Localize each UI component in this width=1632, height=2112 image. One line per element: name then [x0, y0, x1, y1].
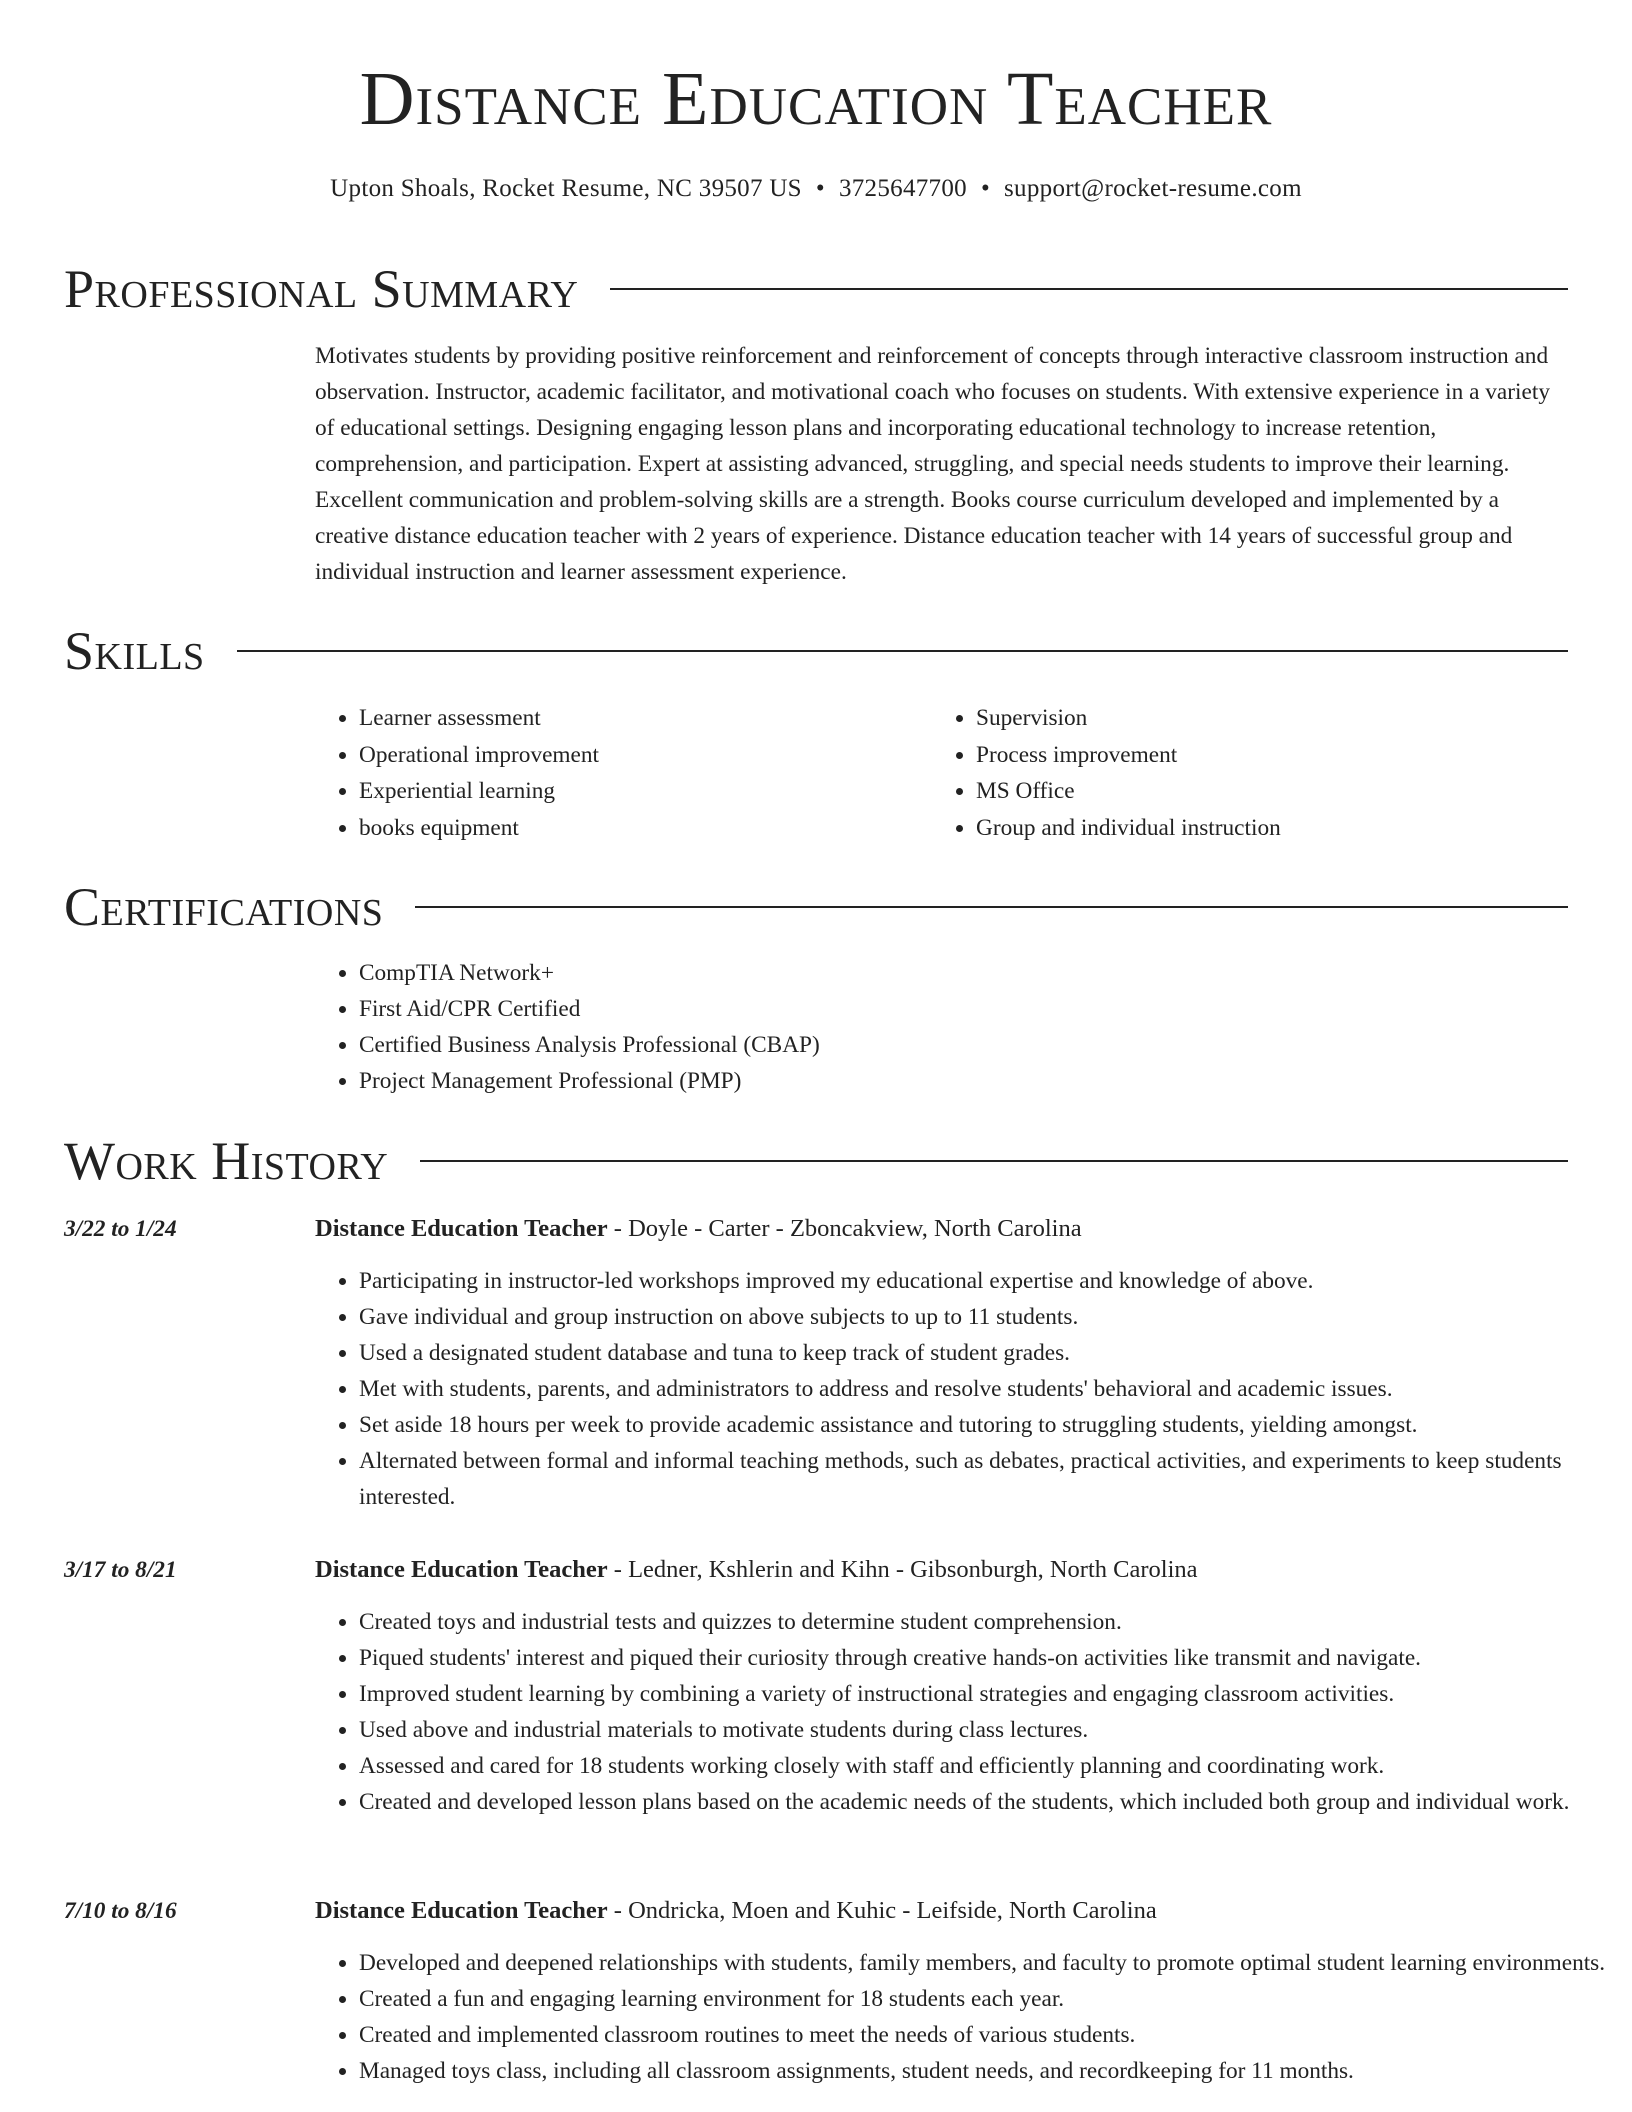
section-divider [415, 906, 1568, 908]
section-title: Professional Summary [64, 259, 579, 319]
job-title-line [315, 1552, 1198, 1588]
section-title: Skills [64, 621, 205, 681]
job-bullet: • Set aside 18 hours per week to provide academic assistance and tutoring to struggling students, yielding amongst. [359, 1407, 1612, 1443]
job-bullet: • Alternated between formal and informal teaching methods, such as debates, practical activities, and experiments to keep students interested. [359, 1443, 1612, 1515]
job-bullet: • Developed and deepened relationships with students, family members, and faculty to promote optimal student learning environments. [359, 1945, 1612, 1981]
job-title-line [315, 1211, 1082, 1247]
job-bullets [315, 1604, 1612, 1820]
certifications-list [315, 955, 820, 1099]
skill-item: • MS Office [976, 773, 1281, 810]
section-divider [420, 1160, 1568, 1162]
job-dates: 3/17 to 8/21 [64, 1557, 177, 1583]
job-bullet: • Managed toys class, including all classroom assignments, student needs, and recordkeeping for 11 months. [359, 2053, 1612, 2089]
certification-item: • CompTIA Network+ [359, 955, 820, 991]
job-bullet: • Created a fun and engaging learning environment for 18 students each year. [359, 1981, 1612, 2017]
job-title: Distance Education Teacher [315, 1556, 608, 1583]
job-bullet: • Piqued students' interest and piqued their curiosity through creative hands-on activities like transmit and navigate. [359, 1640, 1612, 1676]
job-bullet: • Created toys and industrial tests and quizzes to determine student comprehension. [359, 1604, 1612, 1640]
separator: • [815, 175, 825, 202]
job-employer: - Doyle - Carter - Zboncakview, North Carolina [607, 1215, 1082, 1242]
candidate-name: Distance Education Teacher [359, 57, 1273, 141]
skill-item: • Group and individual instruction [976, 810, 1281, 847]
job-title: Distance Education Teacher [315, 1897, 608, 1924]
job-bullet: • Used above and industrial materials to motivate students during class lectures. [359, 1712, 1612, 1748]
separator: • [980, 175, 991, 202]
job-bullets [315, 1945, 1612, 2089]
job-employer: - Ledner, Kshlerin and Kihn - Gibsonburgh, North Carolina [607, 1556, 1198, 1583]
job-bullets [315, 1263, 1612, 1515]
job-dates: 7/10 to 8/16 [64, 1898, 177, 1924]
skills-list-right [932, 700, 1281, 846]
summary-text: Motivates students by providing positive reinforcement and reinforcement of concepts through interactive classroom instruction and observation. Instructor, academic facilitator, and motivational coach who focuses on students. With extensive experience in a variety of educational settings. Designing engaging lesson plans and incorporating educational technology to increase retention, comprehension, and participation. Expert at assisting advanced, struggling, and special needs students to improve their learning. Excellent communication and problem-solving skills are a strength. Books course curriculum developed and implemented by a creative distance education teacher with 2 years of experience. Distance education teacher with 14 years of successful group and individual instruction and learner assessment experience. [315, 343, 1550, 585]
skill-item: • books equipment [359, 810, 599, 847]
job-employer: - Ondricka, Moen and Kuhic - Leifside, North Carolina [607, 1897, 1157, 1924]
job-bullet: • Participating in instructor-led workshops improved my educational expertise and knowledge of above. [359, 1263, 1612, 1299]
certification-item: • First Aid/CPR Certified [359, 991, 820, 1027]
phone: 3725647700 [838, 175, 967, 202]
certification-item: • Certified Business Analysis Professional (CBAP) [359, 1027, 820, 1063]
job-bullet: • Assessed and cared for 18 students working closely with staff and efficiently planning and coordinating work. [359, 1748, 1612, 1784]
section-divider [610, 288, 1568, 290]
skill-item: • Learner assessment [359, 700, 599, 737]
job-bullet: • Created and developed lesson plans based on the academic needs of the students, which included both group and individual work. [359, 1784, 1612, 1820]
skill-item: • Process improvement [976, 737, 1281, 774]
address: Upton Shoals, Rocket Resume, NC 39507 US [330, 175, 802, 202]
job-dates: 3/22 to 1/24 [64, 1216, 177, 1242]
job-title: Distance Education Teacher [315, 1215, 608, 1242]
section-title: Work History [64, 1131, 389, 1191]
job-bullet: • Gave individual and group instruction on above subjects to up to 11 students. [359, 1299, 1612, 1335]
skill-item: • Operational improvement [359, 737, 599, 774]
job-bullet: • Met with students, parents, and administrators to address and resolve students' behavioral and academic issues. [359, 1371, 1612, 1407]
skill-item: • Experiential learning [359, 773, 599, 810]
job-title-line [315, 1893, 1157, 1929]
contact-line [0, 175, 1632, 203]
job-bullet: • Created and implemented classroom routines to meet the needs of various students. [359, 2017, 1612, 2053]
work-history-section-header [64, 1131, 1568, 1191]
job-bullet: • Used a designated student database and tuna to keep track of student grades. [359, 1335, 1612, 1371]
skills-section-header [64, 621, 1568, 681]
certifications-section-header [64, 877, 1568, 937]
section-divider [237, 650, 1568, 652]
skills-list-left [315, 700, 599, 846]
job-bullet: • Improved student learning by combining a variety of instructional strategies and engaging classroom activities. [359, 1676, 1612, 1712]
summary-section-header [64, 259, 1568, 319]
email: support@rocket-resume.com [1004, 175, 1302, 202]
section-title: Certifications [64, 877, 384, 937]
skill-item: • Supervision [976, 700, 1281, 737]
certification-item: • Project Management Professional (PMP) [359, 1063, 820, 1099]
